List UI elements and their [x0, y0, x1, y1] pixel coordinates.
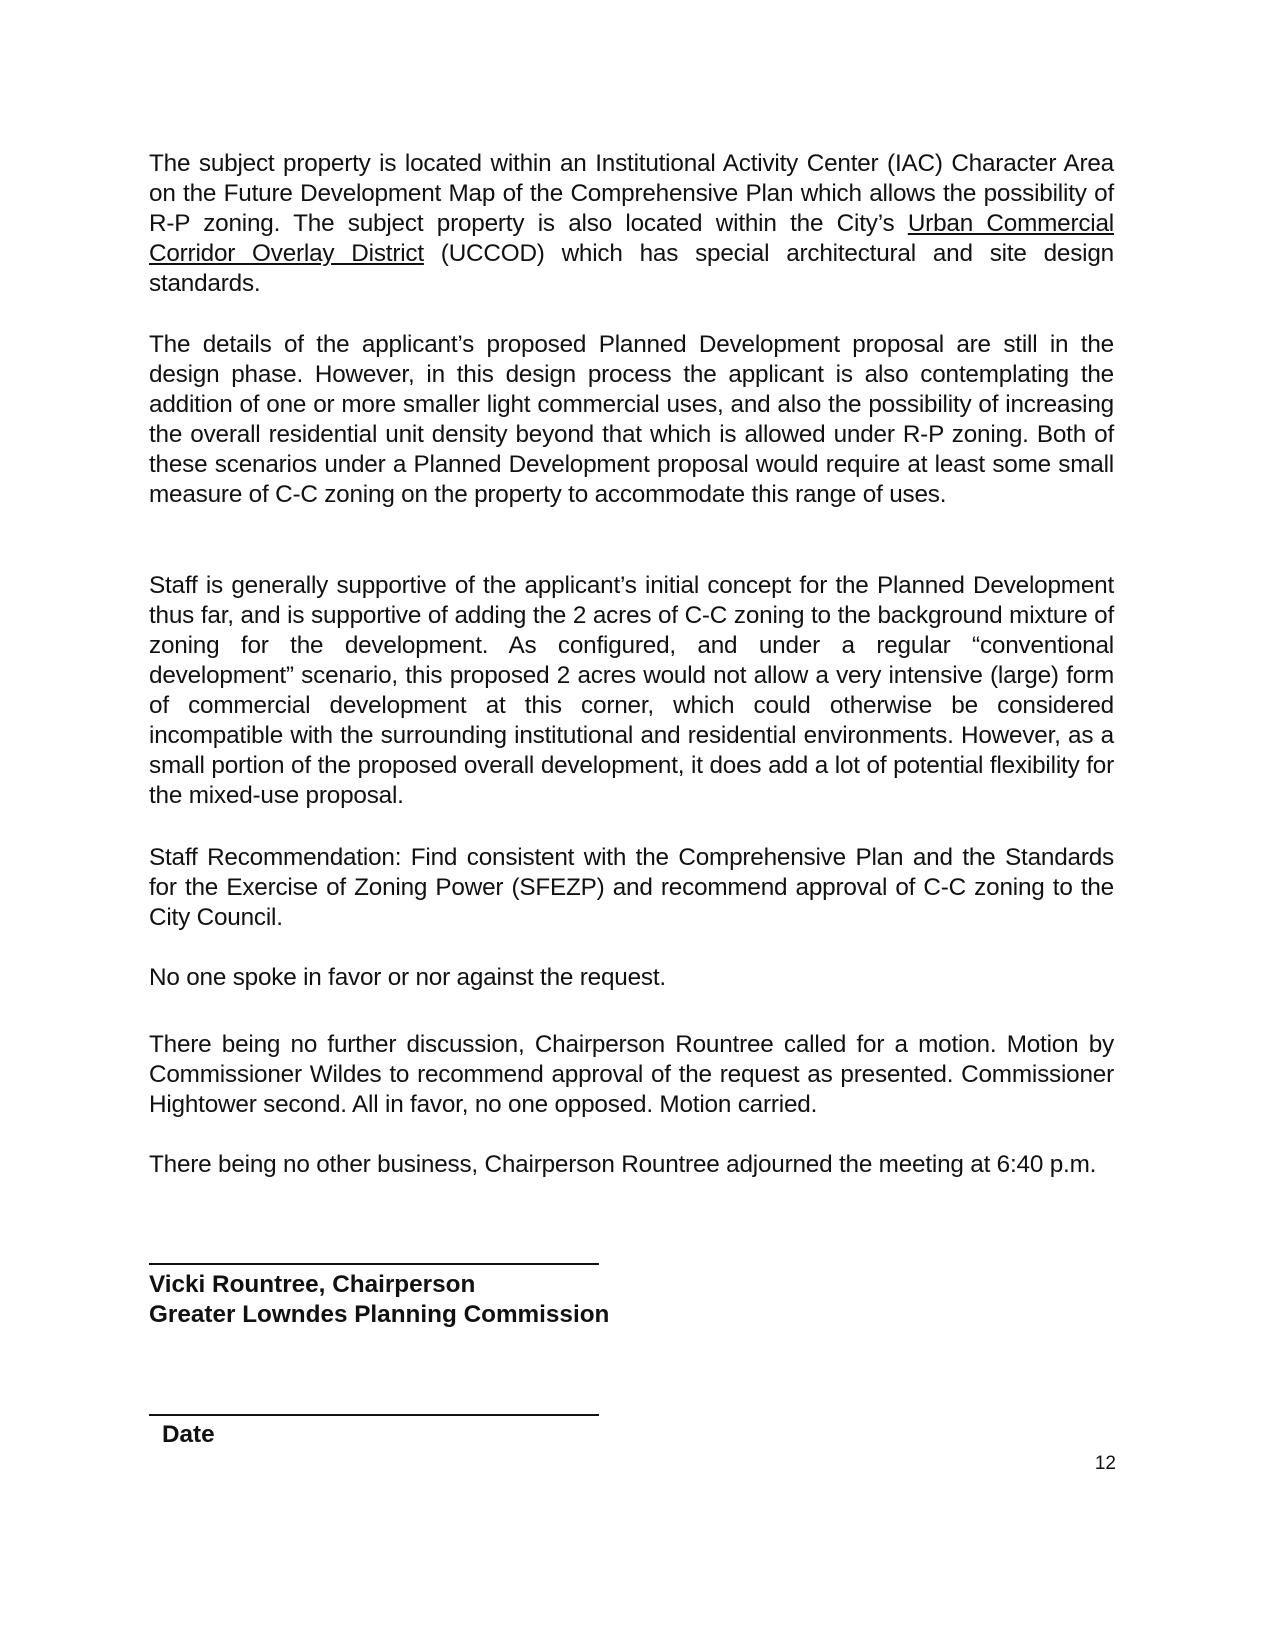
paragraph-text: (UCCOD) which has special architectural and site design standards.: [149, 240, 1114, 297]
signatory-organization: Greater Lowndes Planning Commission: [149, 1301, 610, 1328]
paragraph-text: The subject property is located within an Institutional Activity Center (IAC) Character Area on the Future Development Map of the Comprehensive Plan which allows the possibility of R-P zoning. The subject property is also located within the City’s: [149, 150, 1114, 237]
page-number: 12: [1094, 1453, 1116, 1474]
signature-line: [149, 1263, 599, 1265]
paragraph-public-comment: No one spoke in favor or nor against the request.: [149, 964, 666, 991]
paragraph-staff-recommendation: Staff Recommendation: Find consistent with the Comprehensive Plan and the Standards for the Exercise of Zoning Power (SFEZP) and recommend approval of C-C zoning to the City Council.: [149, 844, 1114, 931]
paragraph-character-area: [149, 149, 1114, 299]
paragraph-staff-support: Staff is generally supportive of the applicant’s initial concept for the Planned Development thus far, and is supportive of adding the 2 acres of C-C zoning to the background mixture of zoning for the development. As configured, and under a regular “conventional development” scenario, this proposed 2 acres would not allow a very intensive (large) form of commercial development at this corner, which could otherwise be considered incompatible with the surrounding institutional and residential environments. However, as a small portion of the proposed overall development, it does add a lot of potential flexibility for the mixed-use proposal.: [149, 572, 1114, 809]
paragraph-adjournment: There being no other business, Chairperson Rountree adjourned the meeting at 6:40 p.m.: [149, 1151, 1097, 1178]
date-label: Date: [162, 1421, 215, 1448]
signatory-name: Vicki Rountree, Chairperson: [149, 1271, 476, 1298]
paragraph-proposal-details: The details of the applicant’s proposed Planned Development proposal are still in the design phase. However, in this design process the applicant is also contemplating the addition of one or more smaller light commercial uses, and also the possibility of increasing the overall residential unit density beyond that which is allowed under R-P zoning. Both of these scenarios under a Planned Development proposal would require at least some small measure of C-C zoning on the property to accommodate this range of uses.: [149, 331, 1114, 508]
paragraph-motion: There being no further discussion, Chairperson Rountree called for a motion. Motion by Commissioner Wildes to recommend approval of the request as presented. Commissioner Hightower second. All in favor, no one opposed. Motion carried.: [149, 1031, 1114, 1118]
uccod-reference-link: Urban Commercial Corridor Overlay District: [149, 210, 1115, 267]
date-line: [149, 1414, 599, 1416]
